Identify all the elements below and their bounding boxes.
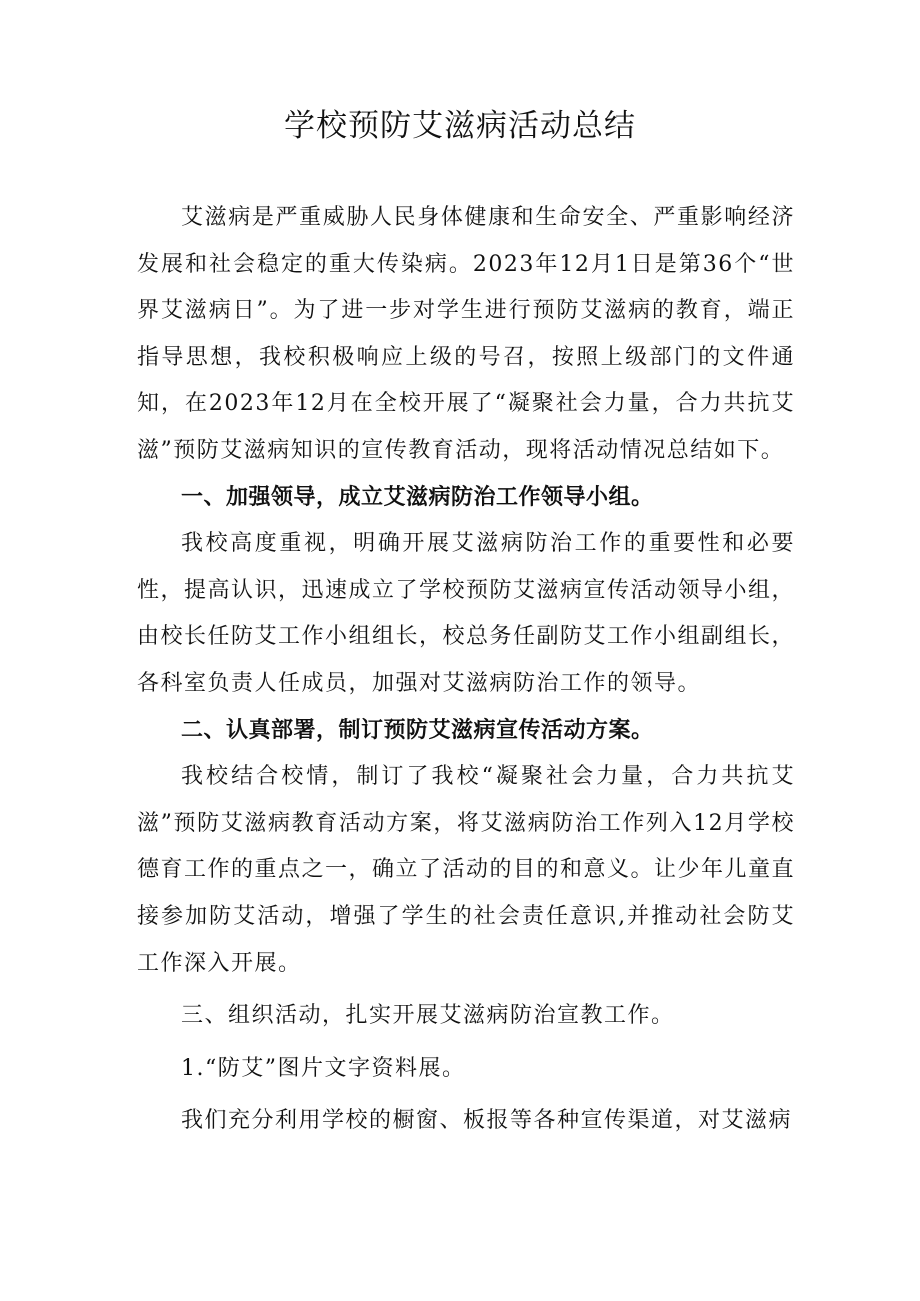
section-1-paragraph: 我校高度重视，明确开展艾滋病防治工作的重要性和必要性，提高认识，迅速成立了学校预防艾滋病宣传活动领导小组，由校长任防艾工作小组组长，校总务任副防艾工作小组副组长，各科室负责人任成员，加强对艾滋病防治工作的领导。 — [137, 531, 796, 696]
intro-paragraph: 艾滋病是严重威胁人民身体健康和生命安全、严重影响经济发展和社会稳定的重大传染病。2023年12月1日是第36个“世界艾滋病日”。为了进一步对学生进行预防艾滋病的教育，端正指导思想，我校积极响应上级的号召，按照上级部门的文件通知，在2023年12月在全校开展了“凝聚社会力量，合力共抗艾滋”预防艾滋病知识的宣传教育活动，现将活动情况总结如下。 — [137, 205, 795, 463]
document-body — [137, 195, 795, 1145]
document-title: 学校预防艾滋病活动总结 — [284, 108, 636, 144]
section-heading-3: 三、组织活动，扎实开展艾滋病防治宣教工作。 — [181, 1003, 675, 1029]
subsection-heading-1: 1.“防艾”图片文字资料展。 — [181, 1055, 466, 1081]
section-heading-1: 一、加强领导，成立艾滋病防治工作领导小组。 — [181, 484, 654, 510]
section-2-paragraph: 我校结合校情，制订了我校“凝聚社会力量，合力共抗艾滋”预防艾滋病教育活动方案，将艾滋病防治工作列入12月学校德育工作的重点之一，确立了活动的目的和意义。让少年儿童直接参加防艾活动，增强了学生的社会责任意识,并推动社会防艾工作深入开展。 — [137, 764, 796, 976]
section-heading-2: 二、认真部署，制订预防艾滋病宣传活动方案。 — [181, 717, 654, 743]
subsection-1-paragraph: 我们充分利用学校的橱窗、板报等各种宣传渠道，对艾滋病 — [181, 1108, 793, 1134]
